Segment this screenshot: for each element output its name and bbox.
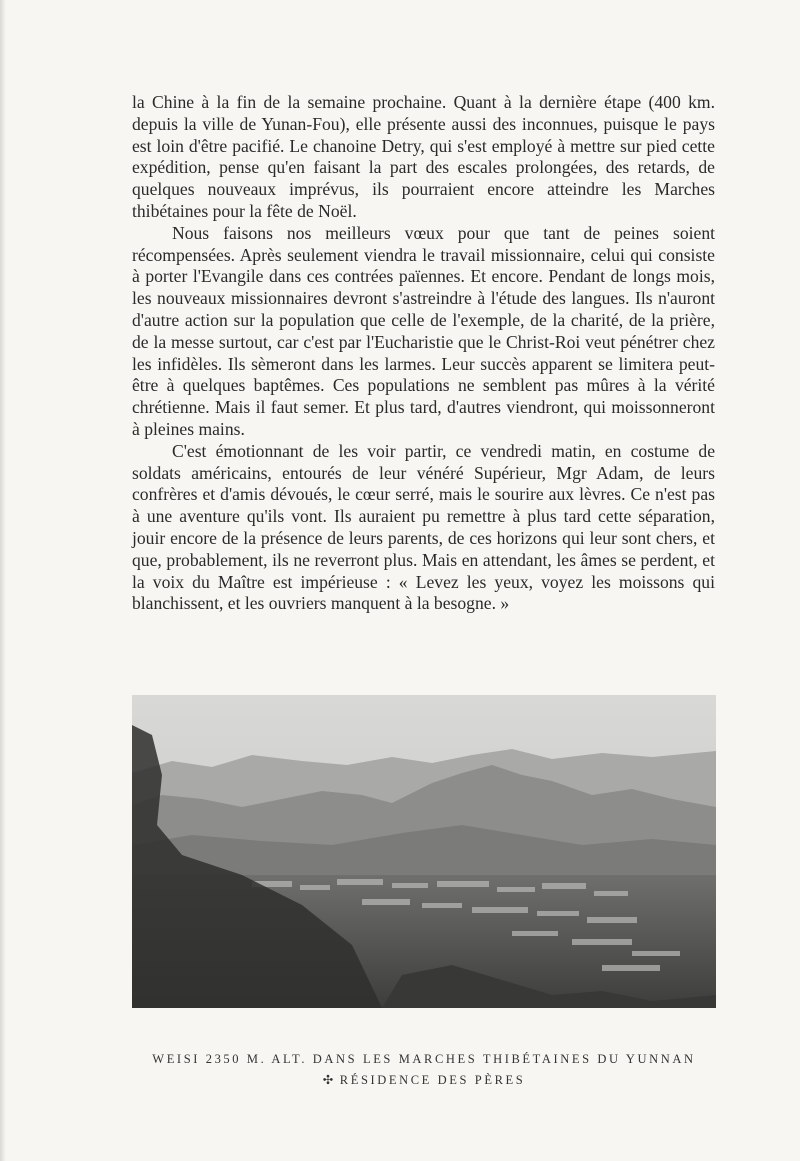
paragraph-1: la Chine à la fin de la semaine prochaine. Quant à la dernière étape (400 km. depuis la ville de Yunan-Fou), elle présente aussi des inconnues, puisque le pays est loin d'être pacifié. Le chanoine Detry, qui s'est employé à mettre sur pied cette expédition, pense qu'en faisant la part des escales prolongées, des retards, de quelques nouveaux imprévus, ils pourraient encore atteindre les Marches thibétaines pour la fête de Noël. — [132, 92, 715, 221]
paragraph-2: Nous faisons nos meilleurs vœux pour que tant de peines soient récompensées. Après seulement viendra le travail missionnaire, celui qui consiste à porter l'Evangile dans ces contrées païennes. Et encore. Pendant de longs mois, les nouveaux missionnaires devront s'astreindre à l'étude des langues. Ils n'auront d'autre action sur la population que celle de l'exemple, de la charité, de la prière, de la messe surtout, car c'est par l'Eucharistie que le Christ-Roi veut pénétrer chez les infidèles. Ils sèmeront dans les larmes. Leur succès apparent se limitera peut-être à quelques baptêmes. Ces populations ne semblent pas mûres à la vérité chrétienne. Mais il faut semer. Et plus tard, d'autres viendront, qui moissonneront à pleines mains. — [132, 222, 715, 439]
landscape-photo — [132, 695, 716, 1008]
photo-caption — [100, 1049, 748, 1091]
page-edge — [0, 0, 6, 1161]
caption-line-2 — [100, 1070, 748, 1091]
cross-marker-icon: ✣ — [322, 1073, 336, 1087]
caption-line-1: WEISI 2350 M. ALT. DANS LES MARCHES THIBÉTAINES DU YUNNAN — [152, 1052, 696, 1066]
caption-line-2-text: RÉSIDENCE DES PÈRES — [339, 1073, 526, 1087]
article-text — [132, 92, 715, 615]
paragraph-3: C'est émotionnant de les voir partir, ce vendredi matin, en costume de soldats américains, entourés de leur vénéré Supérieur, Mgr Adam, de leurs confrères et d'amis dévoués, le cœur serré, mais le sourire aux lèvres. Ce n'est pas à une aventure qu'ils vont. Ils auraient pu remettre à plus tard cette séparation, jouir encore de la présence de leurs parents, de ces horizons qui leur sont chers, et que, probablement, ils ne reverront plus. Mais en attendant, les âmes se perdent, et la voix du Maître est impérieuse : « Levez les yeux, voyez les moissons qui blanchissent, et les ouvriers manquent à la besogne. » — [132, 440, 715, 614]
